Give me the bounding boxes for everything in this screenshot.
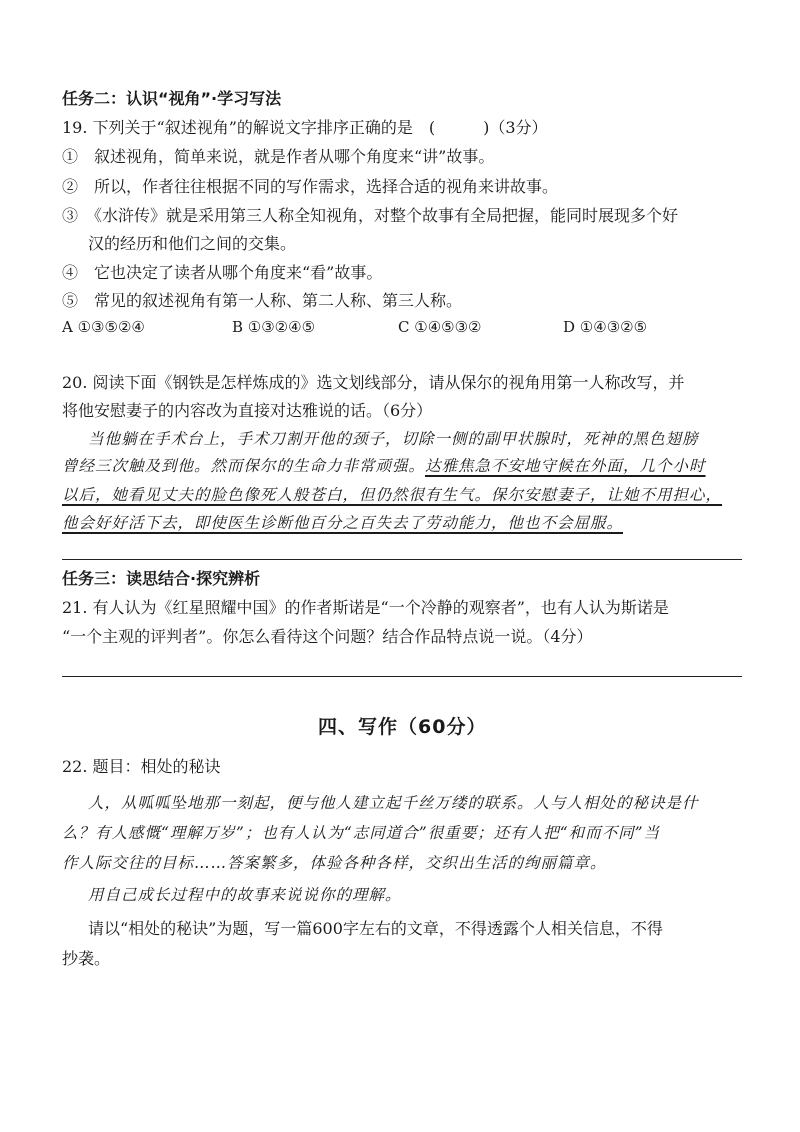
q20-passage-line2 <box>62 455 706 477</box>
q20-stem-line2: 将他安慰妻子的内容改为直接对达雅说的话。（6分） <box>62 401 433 420</box>
q20-passage-line4: 他会好好活下去，即使医生诊断他百分之百失去了劳动能力，他也不会屈服。 <box>62 514 624 532</box>
q19-option-d: D ①④③②⑤ <box>563 318 648 336</box>
writing-heading: 四、写作（60分） <box>318 716 487 738</box>
q19-option-b: B ①③②④⑤ <box>232 318 316 336</box>
q19-item-1: ① 叙述视角，简单来说，就是作者从哪个角度来“讲”故事。 <box>62 147 495 166</box>
answer-line-q20 <box>62 559 742 560</box>
q20-passage-line3: 以后，她看见丈夫的脸色像死人般苍白，但仍然很有生气。保尔安慰妻子，让她不用担心， <box>62 486 723 504</box>
q20-passage-line2-plain: 曾经三次触及到他。然而保尔的生命力非常顽强。 <box>62 457 426 475</box>
q22-para3-line1: 请以“相处的秘诀”为题，写一篇600字左右的文章，不得透露个人相关信息，不得 <box>88 919 663 938</box>
q22-para2: 用自己成长过程中的故事来说说你的理解。 <box>88 886 402 904</box>
q19-item-4: ④ 它也决定了读者从哪个角度来“看”故事。 <box>62 263 383 282</box>
q22-para3-line2: 抄袭。 <box>62 949 111 968</box>
q22-para1-line1: 人，从呱呱坠地那一刻起，便与他人建立起千丝万缕的联系。人与人相处的秘诀是什 <box>88 794 699 812</box>
q19-item-3-cont: 汉的经历和他们之间的交集。 <box>88 234 297 253</box>
answer-line-q21 <box>62 676 742 677</box>
q22-title: 22. 题目：相处的秘诀 <box>62 757 221 776</box>
q19-item-5: ⑤ 常见的叙述视角有第一人称、第二人称、第三人称。 <box>62 291 463 310</box>
q19-item-3: ③ 《水浒传》就是采用第三人称全知视角，对整个故事有全局把握，能同时展现多个好 <box>62 206 679 225</box>
q20-stem-line1: 20. 阅读下面《钢铁是怎样炼成的》选文划线部分，请从保尔的视角用第一人称改写，并 <box>62 373 685 392</box>
task3-heading: 任务三：读思结合·探究辨析 <box>62 569 261 588</box>
q22-para1-line3: 作人际交往的目标……答案繁多，体验各种各样，交织出生活的绚丽篇章。 <box>62 854 607 872</box>
q19-stem: 19. 下列关于“叙述视角”的解说文字排序正确的是 ( )（3分） <box>62 118 548 137</box>
q22-para1-line2: 么？有人感慨“理解万岁”；也有人认为“志同道合”很重要；还有人把“和而不同”当 <box>62 824 661 842</box>
task2-heading: 任务二：认识“视角”·学习写法 <box>62 89 282 108</box>
q21-line1: 21. 有人认为《红星照耀中国》的作者斯诺是“一个冷静的观察者”，也有人认为斯诺是 <box>62 598 669 617</box>
q20-passage-line1: 当他躺在手术台上，手术刀割开他的颈子，切除一侧的副甲状腺时，死神的黑色翅膀 <box>88 430 699 448</box>
q19-option-c: C ①④⑤③② <box>398 318 482 336</box>
q19-option-a: A ①③⑤②④ <box>62 318 145 336</box>
q19-item-2: ② 所以，作者往往根据不同的写作需求，选择合适的视角来讲故事。 <box>62 177 559 196</box>
q21-line2: “一个主观的评判者”。你怎么看待这个问题？结合作品特点说一说。（4分） <box>62 627 593 646</box>
q20-passage-line2-underlined: 达雅焦急不安地守候在外面，几个小时 <box>425 457 706 475</box>
